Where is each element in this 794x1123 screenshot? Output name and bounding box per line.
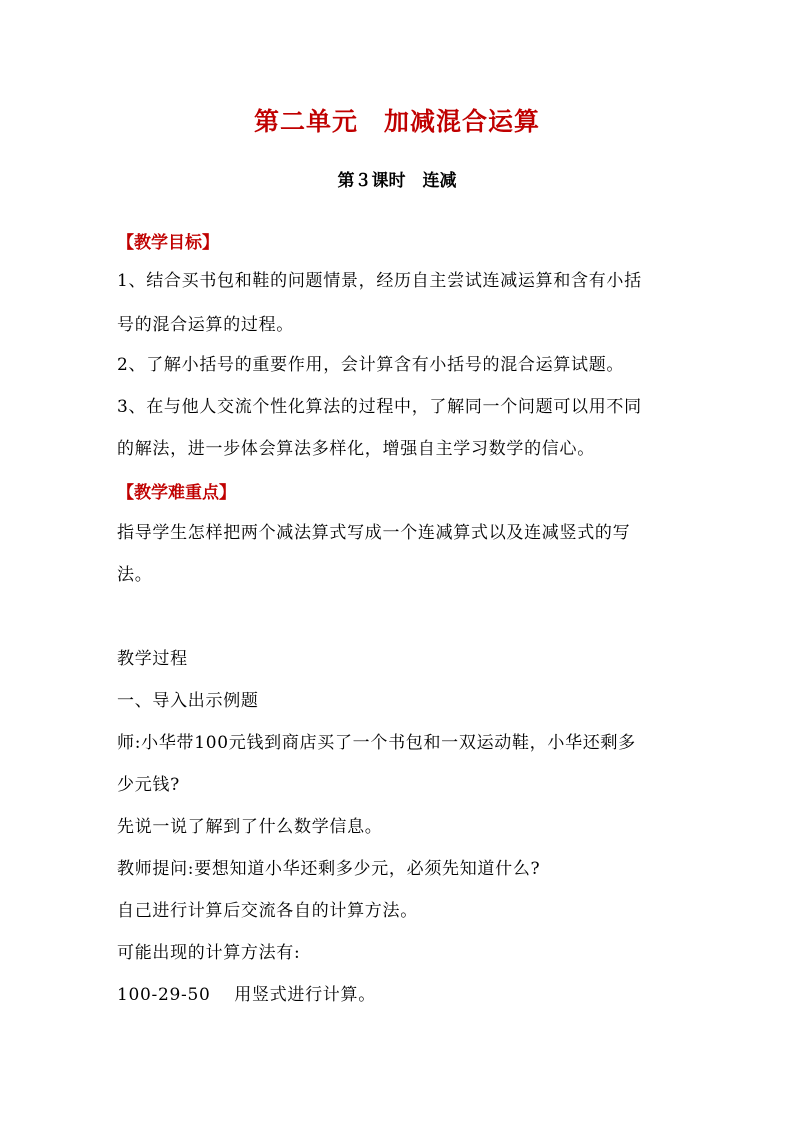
key-points-heading: 【教学难重点】 <box>117 483 236 503</box>
process-line: 100-29-50 用竖式进行计算。 <box>117 985 376 1005</box>
process-line: 自己进行计算后交流各自的计算方法。 <box>117 901 418 921</box>
key-point-line: 法。 <box>117 565 153 585</box>
process-section: 一、导入出示例题 <box>117 691 259 711</box>
objective-line: 的解法，进一步体会算法多样化，增强自主学习数学的信心。 <box>117 439 595 459</box>
unit-title: 第二单元 加减混合运算 <box>253 107 540 136</box>
process-line: 少元钱? <box>117 775 180 795</box>
objectives-heading: 【教学目标】 <box>117 233 219 253</box>
objective-line: 1、结合买书包和鞋的问题情景，经历自主尝试连减运算和含有小括 <box>117 271 642 291</box>
key-point-line: 指导学生怎样把两个减法算式写成一个连减算式以及连减竖式的写 <box>117 523 631 543</box>
lesson-subtitle: 第３课时 连减 <box>337 171 457 191</box>
objective-line: 3、在与他人交流个性化算法的过程中，了解同一个问题可以用不同 <box>117 397 642 417</box>
objective-line: 号的混合运算的过程。 <box>117 315 294 335</box>
process-line: 先说一说了解到了什么数学信息。 <box>117 817 383 837</box>
process-heading: 教学过程 <box>117 649 188 669</box>
objective-line: 2、了解小括号的重要作用，会计算含有小括号的混合运算试题。 <box>117 355 625 375</box>
process-line: 教师提问:要想知道小华还剩多少元，必须先知道什么? <box>117 859 541 879</box>
process-line: 可能出现的计算方法有: <box>117 943 301 963</box>
process-line: 师:小华带100元钱到商店买了一个书包和一双运动鞋，小华还剩多 <box>117 733 636 753</box>
